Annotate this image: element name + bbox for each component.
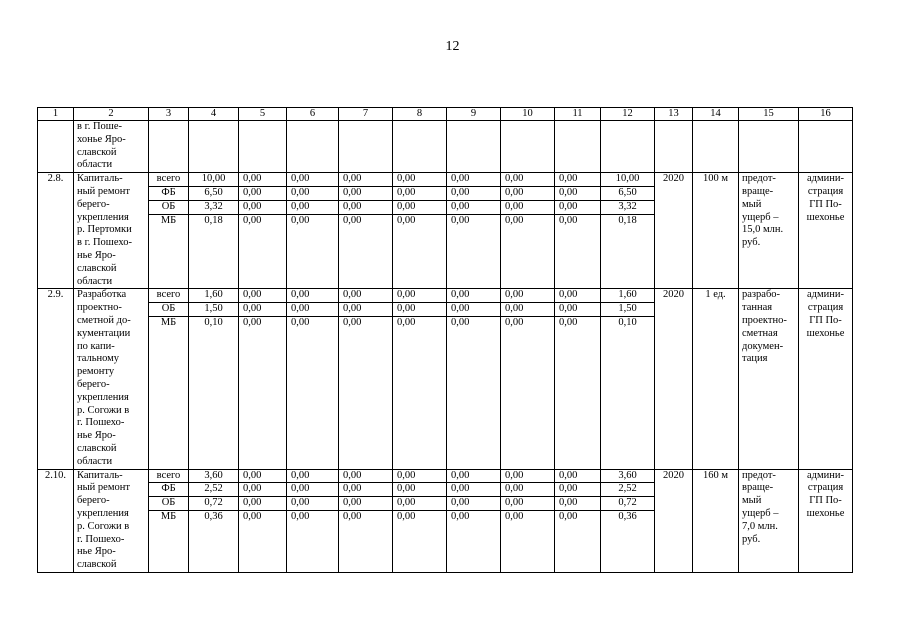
amount-value: 3,60 bbox=[189, 470, 238, 484]
amount-value: 0,00 bbox=[239, 303, 286, 317]
amount-value: 0,00 bbox=[291, 316, 310, 328]
empty-cell bbox=[447, 121, 501, 173]
empty-cell bbox=[239, 121, 287, 173]
amount-value: 1,60 bbox=[601, 289, 654, 303]
amount-value: 3,32 bbox=[189, 201, 238, 215]
amount-value: 0,00 bbox=[501, 289, 554, 303]
amount-value: 0,00 bbox=[339, 289, 392, 303]
row-number: 2.8. bbox=[38, 173, 74, 289]
amount-value: 0,10 bbox=[618, 316, 637, 328]
amount-value: 0,00 bbox=[239, 483, 286, 497]
value-column bbox=[339, 173, 393, 289]
amount-value: 0,00 bbox=[501, 483, 554, 497]
amount-value: 0,18 bbox=[618, 214, 637, 226]
funding-source-label: всего bbox=[149, 470, 188, 484]
amount-value: 1,50 bbox=[601, 303, 654, 317]
value-column bbox=[555, 469, 601, 572]
header-row bbox=[38, 108, 853, 121]
value-column bbox=[189, 469, 239, 572]
amount-value: 0,00 bbox=[501, 303, 554, 317]
value-column bbox=[339, 289, 393, 469]
amount-value: 0,00 bbox=[393, 497, 446, 511]
funding-source-label: всего bbox=[149, 289, 188, 303]
amount-value: 0,00 bbox=[555, 483, 600, 497]
column-header: 8 bbox=[393, 108, 447, 121]
executor: админи- страция ГП По- шехонье bbox=[799, 469, 853, 572]
value-column bbox=[555, 173, 601, 289]
amount-value: 0,00 bbox=[393, 483, 446, 497]
value-column bbox=[501, 469, 555, 572]
amount-value: 0,00 bbox=[555, 470, 600, 484]
value-column bbox=[393, 173, 447, 289]
funding-sources bbox=[149, 173, 189, 289]
amount-value: 0,00 bbox=[243, 316, 262, 328]
amount-value: 0,00 bbox=[451, 214, 470, 226]
funding-source-label: МБ bbox=[160, 316, 177, 328]
amount-value: 0,00 bbox=[397, 214, 416, 226]
volume: 100 м bbox=[693, 173, 739, 289]
executor: админи- страция ГП По- шехонье bbox=[799, 173, 853, 289]
amount-value: 0,00 bbox=[287, 303, 338, 317]
funding-sources bbox=[149, 469, 189, 572]
amount-value: 6,50 bbox=[601, 187, 654, 201]
amount-value: 0,00 bbox=[291, 214, 310, 226]
empty-cell bbox=[393, 121, 447, 173]
amount-value: 0,00 bbox=[287, 289, 338, 303]
column-header: 14 bbox=[693, 108, 739, 121]
empty-cell bbox=[287, 121, 339, 173]
amount-value: 0,00 bbox=[291, 510, 310, 522]
column-header: 7 bbox=[339, 108, 393, 121]
column-header: 16 bbox=[799, 108, 853, 121]
amount-value: 0,36 bbox=[618, 510, 637, 522]
funding-source-label: ФБ bbox=[149, 187, 188, 201]
amount-value: 3,60 bbox=[601, 470, 654, 484]
amount-value: 2,52 bbox=[189, 483, 238, 497]
amount-value: 1,50 bbox=[189, 303, 238, 317]
empty-cell bbox=[149, 121, 189, 173]
amount-value: 0,00 bbox=[451, 510, 470, 522]
empty-cell bbox=[799, 121, 853, 173]
value-column bbox=[601, 173, 655, 289]
column-header: 5 bbox=[239, 108, 287, 121]
amount-value: 0,72 bbox=[601, 497, 654, 511]
amount-value: 0,00 bbox=[239, 173, 286, 187]
amount-value: 0,00 bbox=[555, 173, 600, 187]
empty-cell bbox=[693, 121, 739, 173]
amount-value: 0,00 bbox=[397, 510, 416, 522]
result: разрабо- танная проектно- сметная докумен- тация bbox=[739, 289, 799, 469]
empty-cell bbox=[739, 121, 799, 173]
column-header: 4 bbox=[189, 108, 239, 121]
amount-value: 0,00 bbox=[505, 214, 524, 226]
amount-value: 0,00 bbox=[287, 173, 338, 187]
column-header: 2 bbox=[74, 108, 149, 121]
amount-value: 0,00 bbox=[447, 470, 500, 484]
executor: админи- страция ГП По- шехонье bbox=[799, 289, 853, 469]
table-row bbox=[38, 469, 853, 572]
amount-value: 0,00 bbox=[287, 201, 338, 215]
continuation-row bbox=[38, 121, 853, 173]
column-header: 13 bbox=[655, 108, 693, 121]
value-column bbox=[555, 289, 601, 469]
amount-value: 6,50 bbox=[189, 187, 238, 201]
amount-value: 0,00 bbox=[555, 187, 600, 201]
column-header: 15 bbox=[739, 108, 799, 121]
amount-value: 0,00 bbox=[501, 201, 554, 215]
value-column bbox=[189, 173, 239, 289]
value-column bbox=[287, 173, 339, 289]
volume: 1 ед. bbox=[693, 289, 739, 469]
amount-value: 0,10 bbox=[204, 316, 223, 328]
year: 2020 bbox=[655, 289, 693, 469]
result: предот- враще- мый ущерб – 7,0 млн. руб. bbox=[739, 469, 799, 572]
amount-value: 0,00 bbox=[287, 483, 338, 497]
amount-value: 0,00 bbox=[555, 201, 600, 215]
table-row bbox=[38, 289, 853, 469]
funding-source-label: всего bbox=[149, 173, 188, 187]
value-column bbox=[239, 173, 287, 289]
amount-value: 0,00 bbox=[501, 173, 554, 187]
amount-value: 0,00 bbox=[239, 470, 286, 484]
empty-cell bbox=[189, 121, 239, 173]
amount-value: 0,00 bbox=[451, 316, 470, 328]
amount-value: 0,00 bbox=[243, 214, 262, 226]
amount-value: 0,00 bbox=[393, 201, 446, 215]
funding-sources bbox=[149, 289, 189, 469]
funding-source-label: ОБ bbox=[149, 201, 188, 215]
value-column bbox=[239, 469, 287, 572]
amount-value: 0,00 bbox=[339, 497, 392, 511]
row-name: Капиталь- ный ремонт берего- укрепления р. Согожи в г. Пошехо- нье Яро- славской bbox=[74, 469, 149, 572]
value-column bbox=[287, 289, 339, 469]
amount-value: 0,00 bbox=[339, 201, 392, 215]
amount-value: 0,00 bbox=[447, 483, 500, 497]
row-number: 2.9. bbox=[38, 289, 74, 469]
amount-value: 10,00 bbox=[601, 173, 654, 187]
empty-cell bbox=[601, 121, 655, 173]
amount-value: 0,00 bbox=[343, 316, 362, 328]
amount-value: 0,00 bbox=[555, 303, 600, 317]
empty-cell bbox=[339, 121, 393, 173]
row-name: Разработка проектно- сметной до- кументации по капи- тальному ремонту берего- укрепления р. Согожи в г. Пошехо- нье Яро- славской области bbox=[74, 289, 149, 469]
amount-value: 2,52 bbox=[601, 483, 654, 497]
table-row bbox=[38, 173, 853, 289]
funding-source-label: ОБ bbox=[149, 497, 188, 511]
amount-value: 0,00 bbox=[393, 303, 446, 317]
row-number: 2.10. bbox=[38, 469, 74, 572]
value-column bbox=[601, 289, 655, 469]
amount-value: 0,00 bbox=[287, 497, 338, 511]
value-column bbox=[393, 469, 447, 572]
amount-value: 0,00 bbox=[447, 187, 500, 201]
amount-value: 0,00 bbox=[393, 173, 446, 187]
column-header: 9 bbox=[447, 108, 501, 121]
funding-source-label: МБ bbox=[160, 510, 177, 522]
column-header: 10 bbox=[501, 108, 555, 121]
amount-value: 0,00 bbox=[397, 316, 416, 328]
amount-value: 0,00 bbox=[343, 214, 362, 226]
amount-value: 0,00 bbox=[343, 510, 362, 522]
amount-value: 0,00 bbox=[501, 497, 554, 511]
row-name: Капиталь- ный ремонт берего- укрепления р. Пертомки в г. Пошехо- нье Яро- славской области bbox=[74, 173, 149, 289]
amount-value: 0,00 bbox=[559, 510, 578, 522]
value-column bbox=[189, 289, 239, 469]
column-header: 12 bbox=[601, 108, 655, 121]
amount-value: 0,00 bbox=[339, 187, 392, 201]
amount-value: 0,00 bbox=[559, 214, 578, 226]
year: 2020 bbox=[655, 469, 693, 572]
volume: 160 м bbox=[693, 469, 739, 572]
amount-value: 0,00 bbox=[447, 201, 500, 215]
value-column bbox=[501, 289, 555, 469]
amount-value: 0,00 bbox=[339, 303, 392, 317]
empty-cell bbox=[501, 121, 555, 173]
empty-cell bbox=[555, 121, 601, 173]
amount-value: 0,00 bbox=[287, 187, 338, 201]
value-column bbox=[393, 289, 447, 469]
year: 2020 bbox=[655, 173, 693, 289]
value-column bbox=[339, 469, 393, 572]
amount-value: 0,00 bbox=[339, 483, 392, 497]
amount-value: 0,72 bbox=[189, 497, 238, 511]
amount-value: 0,00 bbox=[239, 187, 286, 201]
funding-source-label: ФБ bbox=[149, 483, 188, 497]
amount-value: 0,00 bbox=[239, 201, 286, 215]
amount-value: 0,00 bbox=[447, 173, 500, 187]
amount-value: 0,00 bbox=[393, 470, 446, 484]
amount-value: 0,00 bbox=[393, 187, 446, 201]
amount-value: 0,00 bbox=[501, 187, 554, 201]
amount-value: 1,60 bbox=[189, 289, 238, 303]
amount-value: 10,00 bbox=[189, 173, 238, 187]
column-header: 1 bbox=[38, 108, 74, 121]
amount-value: 0,00 bbox=[555, 289, 600, 303]
amount-value: 0,00 bbox=[393, 289, 446, 303]
amount-value: 0,36 bbox=[204, 510, 223, 522]
amount-value: 0,00 bbox=[239, 289, 286, 303]
funding-source-label: МБ bbox=[160, 214, 177, 226]
amount-value: 0,00 bbox=[501, 470, 554, 484]
amount-value: 0,00 bbox=[505, 510, 524, 522]
value-column bbox=[447, 173, 501, 289]
result: предот- враще- мый ущерб – 15,0 млн. руб. bbox=[739, 173, 799, 289]
value-column bbox=[601, 469, 655, 572]
column-header: 11 bbox=[555, 108, 601, 121]
amount-value: 0,00 bbox=[555, 497, 600, 511]
amount-value: 0,00 bbox=[505, 316, 524, 328]
empty-cell bbox=[38, 121, 74, 173]
value-column bbox=[501, 173, 555, 289]
amount-value: 0,00 bbox=[559, 316, 578, 328]
amount-value: 0,00 bbox=[287, 470, 338, 484]
amount-value: 0,00 bbox=[447, 497, 500, 511]
column-header: 3 bbox=[149, 108, 189, 121]
amount-value: 0,00 bbox=[339, 173, 392, 187]
amount-value: 3,32 bbox=[601, 201, 654, 215]
column-header: 6 bbox=[287, 108, 339, 121]
page-number: 12 bbox=[445, 39, 460, 54]
amount-value: 0,00 bbox=[447, 289, 500, 303]
amount-value: 0,18 bbox=[204, 214, 223, 226]
continuation-text: в г. Поше- хонье Яро- славской области bbox=[74, 121, 149, 173]
value-column bbox=[447, 469, 501, 572]
empty-cell bbox=[655, 121, 693, 173]
value-column bbox=[239, 289, 287, 469]
program-table bbox=[37, 107, 853, 573]
amount-value: 0,00 bbox=[339, 470, 392, 484]
value-column bbox=[447, 289, 501, 469]
amount-value: 0,00 bbox=[447, 303, 500, 317]
value-column bbox=[287, 469, 339, 572]
funding-source-label: ОБ bbox=[149, 303, 188, 317]
amount-value: 0,00 bbox=[239, 497, 286, 511]
amount-value: 0,00 bbox=[243, 510, 262, 522]
